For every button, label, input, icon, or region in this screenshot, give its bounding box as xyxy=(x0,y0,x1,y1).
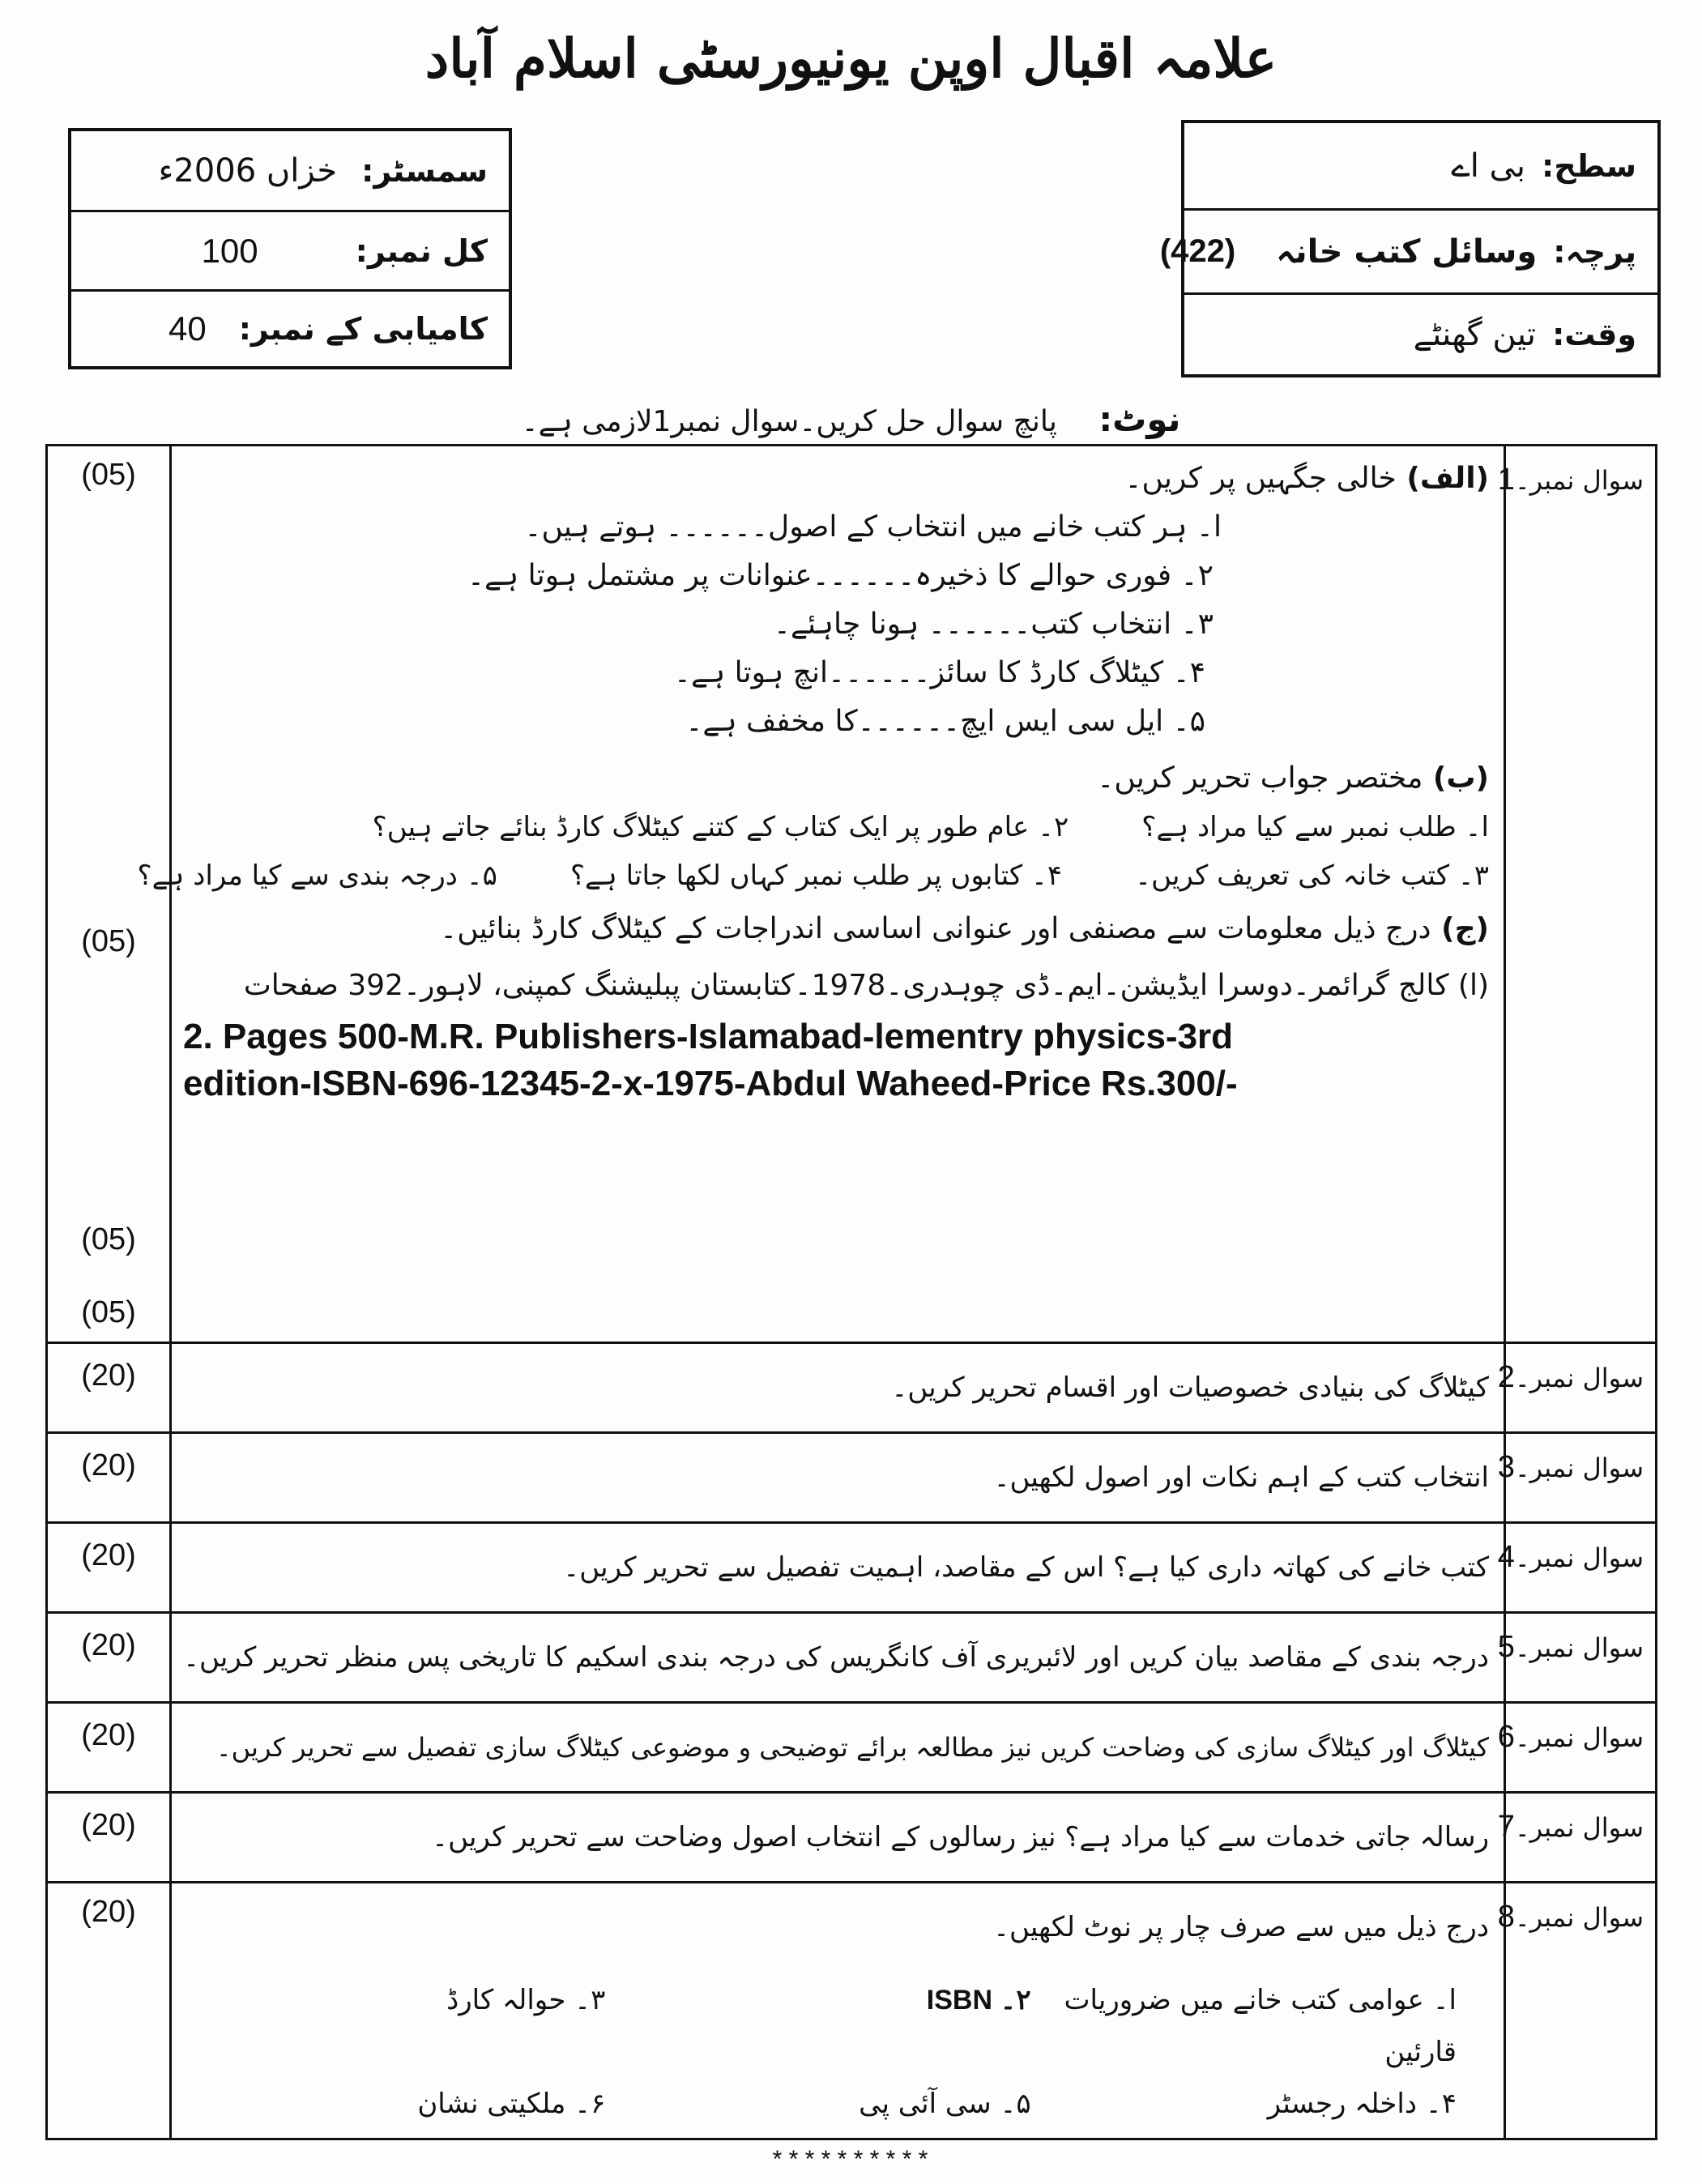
short-answer-item: ۵۔ درجہ بندی سے کیا مراد ہے؟ xyxy=(137,860,497,892)
part-a-title: خالی جگہیں پر کریں۔ xyxy=(1124,462,1397,495)
paper-code: (422) xyxy=(1159,233,1236,269)
question-body-3 xyxy=(171,1433,1505,1523)
part-b-heading xyxy=(180,754,1489,803)
question-number-3 xyxy=(1497,1433,1657,1523)
note-option: ۵۔ سی آئی پی xyxy=(859,2088,1031,2120)
level-row xyxy=(1184,123,1657,211)
pass-marks-row xyxy=(71,292,509,366)
question-row-3 xyxy=(47,1433,1657,1523)
question-label: سوال نمبر۔ xyxy=(1514,465,1644,496)
short-answer-row xyxy=(180,803,1489,851)
marks-value: (20) xyxy=(81,1895,136,1929)
question-text: کیٹلاگ اور کیٹلاگ سازی کی وضاحت کریں نیز مطالعہ برائے توضیحی و موضوعی کیٹلاگ سازی تفصیل سے تحریر کریں۔ xyxy=(215,1732,1489,1763)
fill-blank-item: ۲۔ فوری حوالے کا ذخیرہ۔۔۔۔۔۔عنوانات پر مشتمل ہوتا ہے۔ xyxy=(467,559,1214,592)
end-of-paper-marker: ********** xyxy=(770,2148,932,2176)
marks-cell-1 xyxy=(47,446,171,1343)
marks-cell-3 xyxy=(47,1433,171,1523)
total-marks-value: 100 xyxy=(201,231,258,270)
catalog-item-english-line-1: 2. Pages 500-M.R. Publishers-Islamabad-lementry physics-3rd xyxy=(183,1017,1234,1056)
question-number-1 xyxy=(1497,446,1657,1343)
fill-blank-item: ا۔ ہر کتب خانے میں انتخاب کے اصول۔۔۔۔۔۔ ہوتے ہیں۔ xyxy=(524,510,1222,544)
time-value: تین گھنٹے xyxy=(1413,316,1537,353)
note-option: ۲۔ ISBN xyxy=(926,1985,1031,2016)
question-num: 2 xyxy=(1497,1360,1515,1394)
question-label: سوال نمبر۔ xyxy=(1514,1812,1644,1843)
time-label: وقت: xyxy=(1552,317,1636,352)
marks-value: (20) xyxy=(81,1718,136,1752)
marks-value: (05) xyxy=(81,1222,136,1256)
catalog-item-english-line-2: edition-ISBN-696-12345-2-x-1975-Abdul Waheed-Price Rs.300/- xyxy=(183,1064,1238,1103)
marks-value: (05) xyxy=(81,924,136,958)
question-text: کتب خانے کی کھاتہ داری کیا ہے؟ اس کے مقاصد، اہمیت تفصیل سے تحریر کریں۔ xyxy=(563,1551,1489,1584)
note-option: ۳۔ حوالہ کارڈ xyxy=(446,1984,606,2016)
question-row-6 xyxy=(47,1703,1657,1793)
part-a-heading xyxy=(180,454,1489,503)
question-num: 1 xyxy=(1497,463,1515,497)
question-body-4 xyxy=(171,1523,1505,1613)
marks-cell-7 xyxy=(47,1793,171,1883)
marks-value: (20) xyxy=(81,1359,136,1393)
course-info-box xyxy=(1159,120,1661,378)
part-c-heading xyxy=(180,905,1489,953)
question-number-4 xyxy=(1497,1523,1657,1613)
question-number-7 xyxy=(1497,1793,1657,1883)
marks-value: (05) xyxy=(81,458,136,492)
question-num: 4 xyxy=(1497,1540,1515,1574)
question-label: سوال نمبر۔ xyxy=(1514,1902,1644,1933)
marks-cell-6 xyxy=(47,1703,171,1793)
time-row xyxy=(1184,295,1657,374)
marks-value: (20) xyxy=(81,1448,136,1482)
fill-blank-item: ۳۔ انتخاب کتب۔۔۔۔۔۔ ہونا چاہئے۔ xyxy=(773,608,1214,641)
short-answer-item: ۲۔ عام طور پر ایک کتاب کے کتنے کیٹلاگ کارڈ بنائے جاتے ہیں؟ xyxy=(372,811,1069,843)
note-option: ۶۔ ملکیتی نشان xyxy=(417,2088,606,2120)
paper-row xyxy=(1159,211,1657,295)
question-num: 7 xyxy=(1497,1810,1515,1844)
instructions-note xyxy=(0,395,1702,446)
question-num: 3 xyxy=(1497,1450,1515,1484)
question-body-8 xyxy=(171,1883,1505,2139)
question-row-7 xyxy=(47,1793,1657,1883)
marks-value: (20) xyxy=(81,1538,136,1572)
question-text: انتخاب کتب کے اہم نکات اور اصول لکھیں۔ xyxy=(993,1461,1489,1494)
fill-blank-item: ۵۔ ایل سی ایس ایچ۔۔۔۔۔۔کا مخفف ہے۔ xyxy=(685,705,1205,738)
level-value: بی اے xyxy=(1451,147,1526,185)
paper-label: پرچہ: xyxy=(1553,233,1636,270)
semester-row xyxy=(71,131,509,212)
question-text: رسالہ جاتی خدمات سے کیا مراد ہے؟ نیز رسالوں کے انتخاب اصول وضاحت سے تحریر کریں۔ xyxy=(432,1821,1489,1853)
part-c-title: درج ذیل معلومات سے مصنفی اور عنوانی اساسی اندراجات کے کیٹلاگ کارڈ بنائیں۔ xyxy=(440,912,1431,945)
question-row-2 xyxy=(47,1343,1657,1433)
marks-value: (05) xyxy=(81,1295,136,1329)
fill-blank-item: ۴۔ کیٹلاگ کارڈ کا سائز۔۔۔۔۔۔انچ ہوتا ہے۔ xyxy=(673,656,1205,689)
level-label: سطح: xyxy=(1542,147,1636,184)
question-number-5 xyxy=(1497,1613,1657,1703)
question-num: 8 xyxy=(1497,1900,1515,1934)
question-body-2 xyxy=(171,1343,1505,1433)
short-answer-item: ۴۔ کتابوں پر طلب نمبر کہاں لکھا جاتا ہے؟ xyxy=(569,860,1063,892)
note-options xyxy=(180,1974,1489,2130)
paper-value: وسائل کتب خانہ xyxy=(1276,232,1538,271)
marks-info-box xyxy=(68,128,512,369)
short-answer-item: ۳۔ کتب خانہ کی تعریف کریں۔ xyxy=(1135,860,1489,892)
question-text: درجہ بندی کے مقاصد بیان کریں اور لائبریری آف کانگریس کی درجہ بندی اسکیم کا تاریخی پس منظر تحریر کریں۔ xyxy=(183,1641,1489,1674)
note-label: نوٹ: xyxy=(1098,399,1181,439)
question-body-5 xyxy=(171,1613,1505,1703)
short-answer-row xyxy=(137,851,1489,900)
question-text: کیٹلاگ کی بنیادی خصوصیات اور اقسام تحریر کریں۔ xyxy=(891,1371,1489,1404)
university-title: علامہ اقبال اوپن یونیورسٹی اسلام آباد xyxy=(424,27,1278,90)
catalog-item-urdu: (ا) کالج گرائمر۔دوسرا ایڈیشن۔ایم۔ڈی چوہدری۔1978۔کتابستان پبلیشنگ کمپنی، لاہور۔392 صفحات xyxy=(243,969,1489,1002)
question-body-6 xyxy=(171,1703,1505,1793)
question-row-8 xyxy=(47,1883,1657,2139)
marks-value: (20) xyxy=(81,1808,136,1842)
total-marks-label: کل نمبر: xyxy=(355,232,488,269)
questions-table xyxy=(45,444,1657,2140)
short-answer-item: ا۔ طلب نمبر سے کیا مراد ہے؟ xyxy=(1141,811,1489,843)
part-c-label: (ج) xyxy=(1441,912,1489,945)
question-label: سوال نمبر۔ xyxy=(1514,1722,1644,1753)
part-b-title: مختصر جواب تحریر کریں۔ xyxy=(1097,761,1423,795)
question-num: 6 xyxy=(1497,1720,1515,1754)
part-a-label: (الف) xyxy=(1406,462,1489,495)
question-number-8 xyxy=(1497,1883,1657,2139)
total-marks-row xyxy=(71,212,509,292)
question-text: درج ذیل میں سے صرف چار پر نوٹ لکھیں۔ xyxy=(993,1911,1489,1943)
question-row-4 xyxy=(47,1523,1657,1613)
marks-cell-4 xyxy=(47,1523,171,1613)
semester-value: خزاں 2006ء xyxy=(158,151,338,190)
question-body-7 xyxy=(171,1793,1505,1883)
question-number-2 xyxy=(1497,1343,1657,1433)
pass-marks-label: کامیابی کے نمبر: xyxy=(238,311,488,347)
marks-cell-2 xyxy=(47,1343,171,1433)
question-label: سوال نمبر۔ xyxy=(1514,1363,1644,1393)
question-label: سوال نمبر۔ xyxy=(1514,1452,1644,1483)
question-number-6 xyxy=(1497,1703,1657,1793)
question-label: سوال نمبر۔ xyxy=(1514,1632,1644,1663)
pass-marks-value: 40 xyxy=(168,309,207,348)
semester-label: سمسٹر: xyxy=(361,152,488,189)
note-text: پانچ سوال حل کریں۔سوال نمبر1لازمی ہے۔ xyxy=(521,405,1057,438)
marks-cell-8 xyxy=(47,1883,171,2139)
question-num: 5 xyxy=(1497,1630,1515,1664)
note-option: ۴۔ داخلہ رجسٹر xyxy=(1267,2088,1457,2120)
question-body-1 xyxy=(137,446,1505,1343)
question-row-1 xyxy=(47,446,1657,1343)
question-row-5 xyxy=(47,1613,1657,1703)
marks-value: (20) xyxy=(81,1628,136,1662)
question-label: سوال نمبر۔ xyxy=(1514,1542,1644,1573)
note-option: ا۔ عوامی کتب خانے میں ضروریات قارئین xyxy=(1064,1984,1457,2068)
marks-cell-5 xyxy=(47,1613,171,1703)
part-b-label: (ب) xyxy=(1432,761,1489,795)
